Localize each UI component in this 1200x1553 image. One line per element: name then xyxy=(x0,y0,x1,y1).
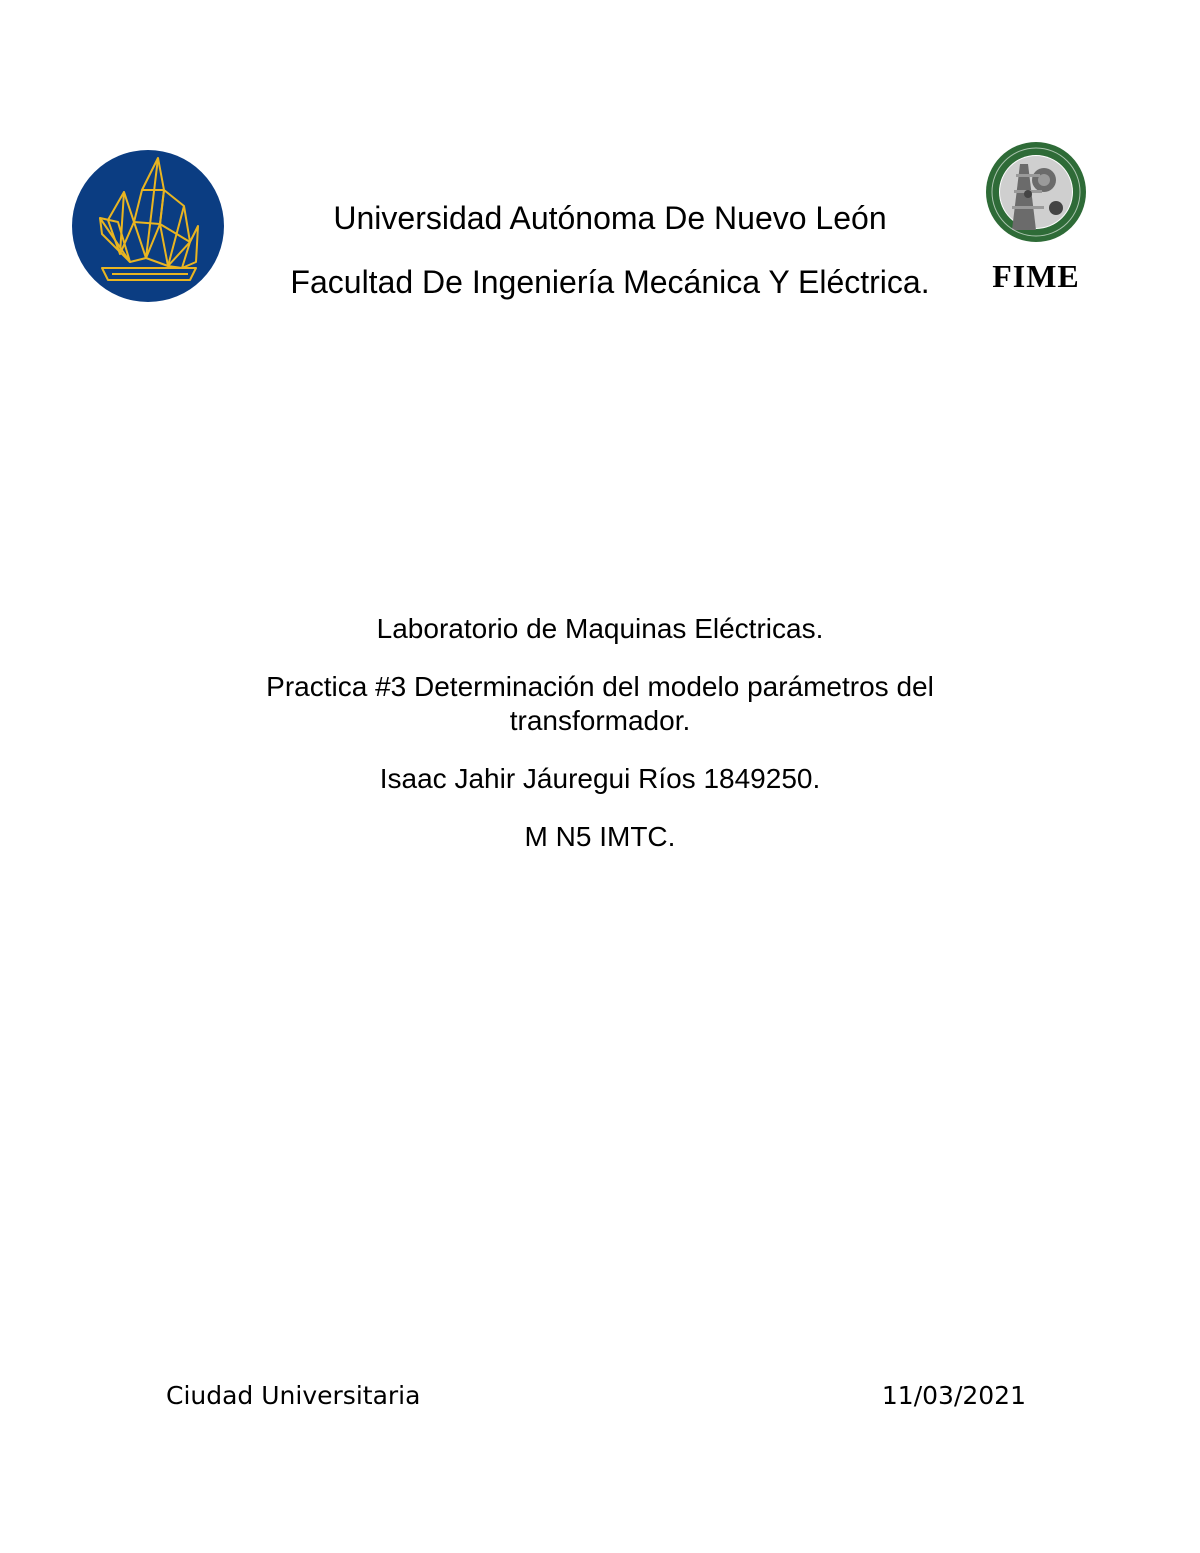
uanl-logo-icon xyxy=(72,150,224,302)
fime-wordmark: FIME xyxy=(992,258,1080,294)
footer-date: 11/03/2021 xyxy=(881,1381,1026,1410)
cover-details xyxy=(150,612,1050,878)
group-code: M N5 IMTC. xyxy=(524,821,676,852)
student-name: Isaac Jahir Jáuregui Ríos 1849250. xyxy=(379,763,821,794)
institution-header xyxy=(230,197,990,303)
faculty-title: Facultad De Ingeniería Mecánica Y Eléctrica. xyxy=(290,264,930,300)
footer-place: Ciudad Universitaria xyxy=(166,1381,421,1410)
university-title: Universidad Autónoma De Nuevo León xyxy=(333,200,887,236)
fime-seal-logo-icon xyxy=(984,134,1088,298)
practice-title: Practica #3 Determinación del modelo parámetros del transformador. xyxy=(266,671,934,736)
lab-name: Laboratorio de Maquinas Eléctricas. xyxy=(376,613,824,644)
